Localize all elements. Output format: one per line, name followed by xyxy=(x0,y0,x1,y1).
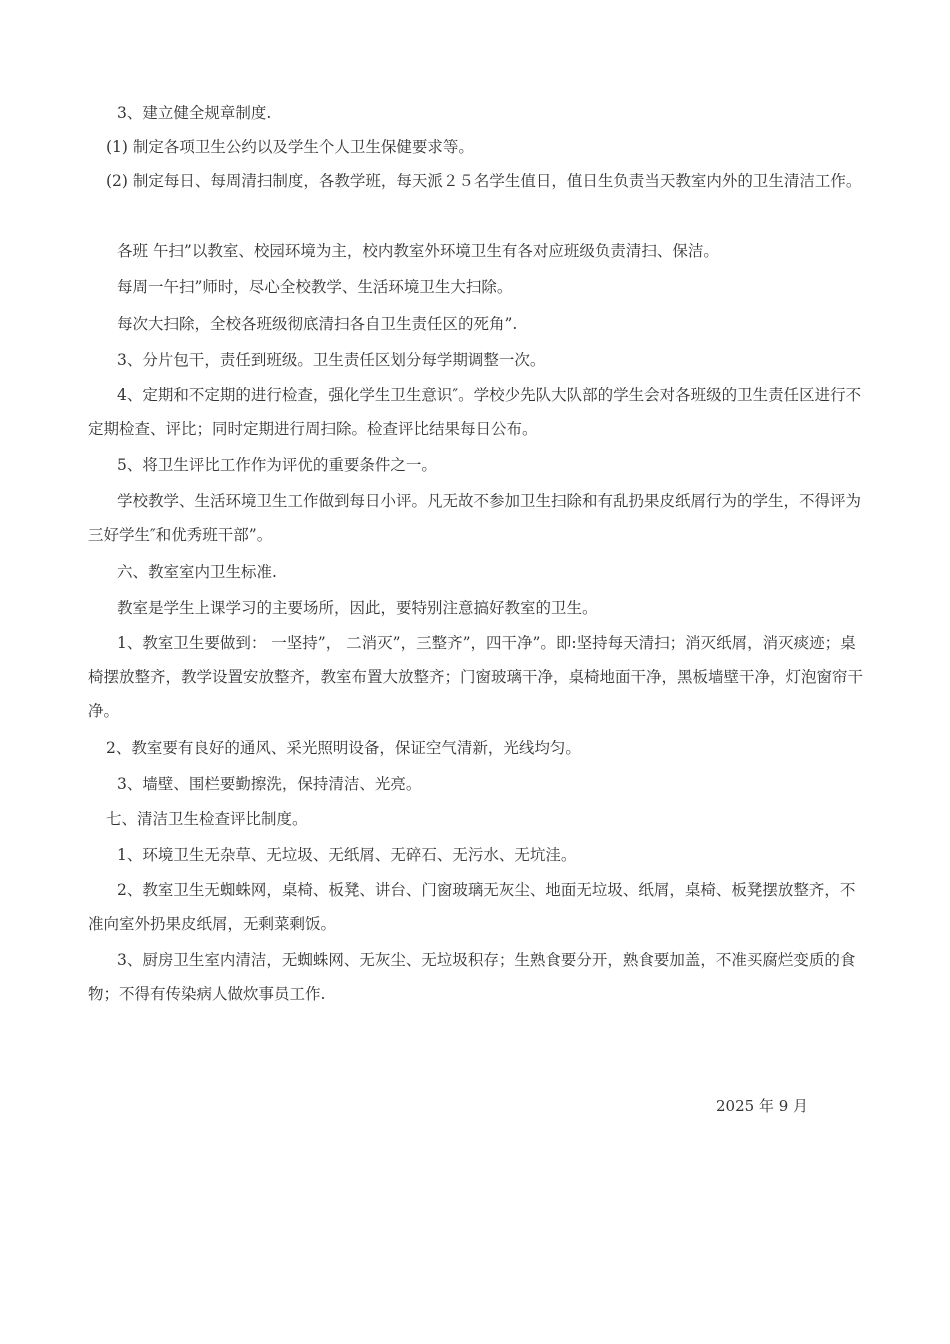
paragraph: 每次大扫除，全校各班级彻底清扫各自卫生责任区的死角”. xyxy=(117,315,518,333)
document-date: 2025 年 9 月 xyxy=(716,1097,809,1115)
paragraph: (1) 制定各项卫生公约以及学生个人卫生保健要求等。 xyxy=(106,138,474,156)
paragraph: 2、教室要有良好的通风、采光照明设备，保证空气清新，光线均匀。 xyxy=(106,739,581,757)
paragraph: 5、将卫生评比工作作为评优的重要条件之一。 xyxy=(117,456,437,474)
paragraph: 4、定期和不定期的进行检查，强化学生卫生意识″。学校少先队大队部的学生会对各班级的卫生责任区进行不定期检查、评比；同时定期进行周扫除。检查评比结果每日公布。 xyxy=(88,386,862,438)
paragraph: 3、建立健全规章制度. xyxy=(117,104,272,122)
paragraph: 各班 午扫”以教室、校园环境为主，校内教室外环境卫生有各对应班级负责清扫、保洁。 xyxy=(117,242,719,260)
paragraph: 六、教室室内卫生标准. xyxy=(117,563,277,581)
paragraph: 3、分片包干，责任到班级。卫生责任区划分每学期调整一次。 xyxy=(117,351,546,369)
paragraph: 七、清洁卫生检查评比制度。 xyxy=(106,810,308,828)
paragraph: 教室是学生上课学习的主要场所，因此，要特别注意搞好教室的卫生。 xyxy=(117,599,598,617)
paragraph: 2、教室卫生无蜘蛛网，桌椅、板凳、讲台、门窗玻璃无灰尘、地面无垃圾、纸屑，桌椅、板凳摆放整齐，不准向室外扔果皮纸屑，无剩菜剩饭。 xyxy=(88,881,856,933)
paragraph: (2) 制定每日、每周清扫制度，各教学班，每天派２５名学生值日，值日生负责当天教室内外的卫生清洁工作。 xyxy=(106,172,862,190)
paragraph: 3、墙壁、围栏要勤擦洗，保持清洁、光亮。 xyxy=(117,775,422,793)
paragraph: 学校教学、生活环境卫生工作做到每日小评。凡无故不参加卫生扫除和有乱扔果皮纸屑行为的学生，不得评为 三好学生″和优秀班干部”。 xyxy=(88,492,862,544)
paragraph: 3、厨房卫生室内清洁，无蜘蛛网、无灰尘、无垃圾积存；生熟食要分开，熟食要加盖，不准买腐烂变质的食物；不得有传染病人做炊事员工作. xyxy=(88,951,856,1003)
paragraph: 每周一午扫”师时，尽心全校教学、生活环境卫生大扫除。 xyxy=(117,278,513,296)
paragraph: 1、环境卫生无杂草、无垃圾、无纸屑、无碎石、无污水、无坑洼。 xyxy=(117,846,577,864)
paragraph: 1、教室卫生要做到： 一坚持”， 二消灭”，三整齐”，四干净”。即:坚持每天清扫；消灭纸屑，消灭痰迹；桌椅摆放整齐，教学设置安放整齐，教室布置大放整齐；门窗玻璃干净，桌椅地面干净，黑板墙壁干净，灯泡窗帘干净。 xyxy=(88,634,864,720)
